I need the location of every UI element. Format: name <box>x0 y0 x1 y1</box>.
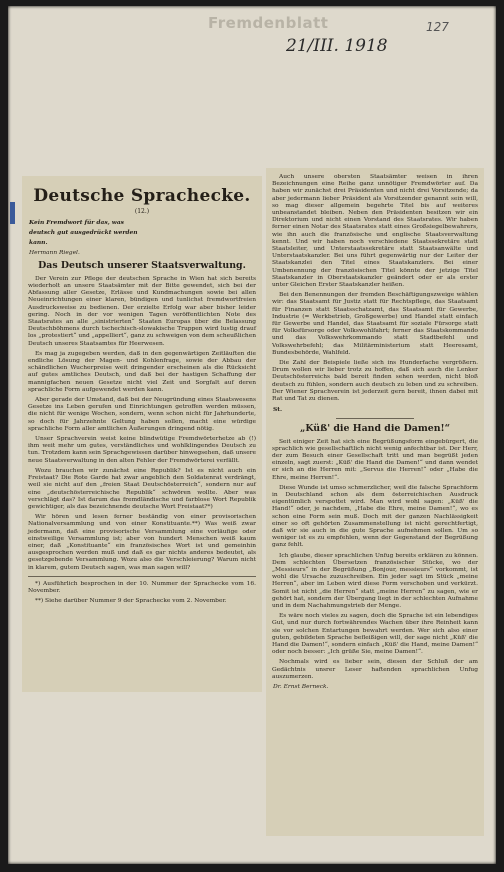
folio-number: 127 <box>426 20 449 34</box>
paragraph: Es mag ja zugegeben werden, daß in den gegenwärtigen Zeitläuften die endliche Lösung der Magen- und Kohlenfrage, sowie der Abbau der schändlichen Wucherpreise weit dringender erscheinen als die Rücksicht auf gutes amtliches Deutsch, und daß bei der hastigen Schaffung der mannigfachen neuen Gesetze nicht viel Zeit und Sorgfalt auf deren sprachliche Form aufgewendet werden kann. <box>28 350 256 393</box>
motto-line: deutsch gut ausgedrückt werden <box>29 229 138 237</box>
author-signature: Dr. Ernst Berneck. <box>273 684 329 690</box>
paragraph: Der Verein zur Pflege der deutschen Sprache in Wien hat sich bereits wiederholt an unsere Staatsämter mit der Bitte gewendet, sich bei der Abfassung aller Gesetze, Erlässe und Kundmachungen sowie bei allen Neueinrichtungen einer klaren, bündigen und tunlichst fremdwortfreien Ausdrucksweise zu bedienen. Der erzielte Erfolg war aber bisher leider gering. Noch in der vor wenigen Tagen veröffentlichten Note des Staatsrates an alle „sinistrierten“ Staaten Europas über die Belassung Deutschböhmens durch tschechisch-slowakische Truppen wird lustig drauf los „protestiert“ und „appelliert“, ganz zu schweigen von dem scheußlichen Deutsch unseres Staatsamtes für Heerwesen. <box>28 275 256 347</box>
paragraph: Ich glaube, dieser sprachlichen Unfug bereits erklären zu können. Dem schlechten Übersetzen französischer Stücke, wo der „Messieurs“ in der Begrüßung „Bonjour, messieurs“ vorkommt, ist wohl die Ursache zuzuschreiben. Ein jeder sagt im Stück „meine Herren“, aber im Leben wird diese Form verschoben und verkürzt. Somit ist nicht „die Herren“ statt „meine Herren“ zu sagen, wie er gehört hat, sondern der Übergang liegt in der schlechten Aufnahme und in dem Nachahmungstrieb der Menge. <box>272 552 478 609</box>
section-rule <box>336 418 414 419</box>
handwritten-date: 21/III. 1918 <box>286 36 388 56</box>
clipping-left <box>22 176 262 692</box>
publication-stamp: Fremdenblatt <box>208 14 329 32</box>
footnote: *) Ausführlich besprochen in der 10. Nummer der Sprachecke vom 16. November. <box>28 580 256 594</box>
article-subhead: Das Deutsch unserer Staatsverwaltung. <box>38 259 246 271</box>
paragraph: Wozu brauchen wir zunächst eine Republik? Ist es nicht auch ein Freistaat? Die Rote Garde hat zwar angeblich den Soldatenrat verdrängt, weil sie nicht auf den „freien Staat Deutschösterreich“, sondern nur auf eine „deutschösterreichische Republik“ schwören wollte. Aber was verschlägt das? Ist darum das fremdländische und farblose Wort Republik gewichtiger, als das bezeichnende deutsche Wort Freistaat?*) <box>28 467 256 510</box>
article-body <box>22 276 262 572</box>
article-subhead: „Küß' die Hand die Damen!“ <box>299 422 451 434</box>
paragraph: Aber gerade der Umstand, daß bei der Neugründung eines Staatswesens Gesetze ins Leben gerufen und Einrichtungen getroffen werden müssen, die nicht für wenige Wochen, sondern, wenn schon nicht für Jahrhunderte, so doch für Jahrzehnte Geltung haben sollen, macht eine würdige sprachliche Form aller amtlichen Äußerungen dringend nötig. <box>28 397 256 432</box>
paragraph: Die Zahl der Beispiele ließe sich ins Hunderfache vergrößern. Drum wollen wir lieber trotz zu hoffen, daß sich auch die Lenker Deutschösterreichs bald bereit finden sehen werden, nicht bloß deutsch zu fühlen, sondern auch deutsch zu leben und zu schreiben. Der Wiener Sprachverein ist jederzeit gern bereit, ihnen dabei mit Rat und Tat zu dienen. <box>272 360 478 403</box>
paragraph: Unser Sprachverein weist keine blindwütige Fremdwörterhetze ab (!) ihm weit mehr um gutes, verständliches und wohlklingendes Deutsch zu tun. Trotzdem kann sein Sprachgewissen darüber hinwegsehen, daß unsere neue Staatsverwaltung in den alten Fehler der Fremdwörterei verfällt. <box>28 436 256 464</box>
footnote: **) Siehe darüber Nummer 9 der Sprachecke vom 2. November. <box>35 598 227 605</box>
clipping-headline: Deutsche Sprachecke. <box>33 186 251 206</box>
footnote-rule <box>28 576 256 577</box>
paragraph: Diese Wunde ist umso schmerzlicher, weil die falsche Sprachform in Deutschland schon als dem österreichischen Ausdruck eigentümlich verspottet wird. Man wird wohl sagen: „Küß' die Hand!“ oder, je nachdem, „Habe die Ehre, meine Damen!“, wo es schon eine Form sein muß. Doch mit der ganzen Nachlässigkeit einer so oft gehörten Zusammenstellung ist nicht gerechtfertigt, daß wir sie auch in die gute Sprache aufnehmen sollen. Um so weniger ist es zu empfehlen, wenn der Gegenstand der Begrüßung ganz fehlt. <box>272 484 478 549</box>
edge-tab-mark <box>10 202 15 224</box>
paragraph: Auch unsere obersten Staatsämter weisen in ihren Bezeichnungen eine Reihe ganz unnötiger Fremdwörter auf. Da haben wir zunächst drei Präsidenten und nicht drei Vorsitzende; da aber jedermann lieber Präsident als Vorsitzender genannt sein will, so mag dieser allgemein begehrte Titel bis auf weiteres unbeanstandet bleiben. Neben den Präsidenten besitzen wir ein Direktorium und nicht einen Vorstand des Staatsrates. Wir haben ferner einen Notar des Staatsrates statt eines Großsiegelbewahrers, wie ihn auch die französische und englische Staatsverwaltung kennt. Und wir haben noch verschiedene Staatssekretäre statt Staatsleiter, und Unterstaatssekretäre statt Staatsanwälte und Unterstaatskanzler. Bei uns führt gegenwärtig nur der Leiter der Staatskanzlei den Titel eines Staatskanzlers. Bei einer Umbenennung der französischen Titel könnte der jetzige Titel Staatskanzler in Oberstaatskanzler geändert oder er als erster unter Gleichen Erster Staatskanzler heißen. <box>272 174 478 289</box>
archive-sheet <box>8 6 496 864</box>
motto-line: kann. <box>29 239 48 247</box>
article-body <box>266 439 484 682</box>
article-continuation <box>266 168 484 403</box>
serial-number: (12.) <box>134 208 150 215</box>
paragraph: Seit einiger Zeit hat sich eine Begrüßungsform eingebürgert, die sprachlich wie gesellschaftlich nicht wenig anfechtbar ist. Der Herr, der zum Besuch einer Gesellschaft tritt und man begrüßt jeden einzeln, sagt zuerst: „Küß' die Hand die Damen!“ und dann wendet er sich an die Herren mit: „Servus die Herren!“ oder „Habe die Ehre, meine Herren!“. <box>272 438 478 481</box>
paragraph: Wir hören und lesen ferner beständig von einer provisorischen Nationalversammlung und von einer Konstituante.**) Was weiß zwar jedermann, daß eine provisorische Versammlung eine vorläufige oder einstweilige Versammlung ist; aber von hundert Menschen weiß kaum einer, daß „Konstituante“ ein französisches Wort ist und gemeinhin ausgesprochen werden muß und daß es gar nichts anderes bedeutet, als gesetzgebende Versammlung. Wozu also die Verschleierung? Warum nicht in klarem, gutem Deutsch sagen, was man sagen will? <box>28 514 256 571</box>
author-mark: St. <box>273 406 283 414</box>
clipping-right <box>266 168 484 836</box>
paragraph: Bei den Benennungen der fremden Beschäftigungszweige wählen wir: das Staatsamt für Justiz statt für Rechtspflege, das Staatsamt für Finanzen statt Staatsschatzamt, das Staatsamt für Gewerbe, Industrie (= Werkbetrieb, Großgewerbe) und Handel statt einfach für Gewerbe und Handel, das Staatsamt für soziale Fürsorge statt für Volksfürsorge oder Volkswohlfahrt; ferner das Staatskommando und das Volkswehrkommando statt Stadtbefehl und Volkswehrbefehl; das Militärministerium statt Heeresamt, Bundesbehörde, Wahlfeld. <box>272 292 478 356</box>
paragraph: Nochmals wird es lieber sein, diesen der Schluß der am Gedächtnis unsrer Leser haftenden sprachlichen Unfug auszumerzen. <box>272 659 478 680</box>
paragraph: Es wäre noch vieles zu sagen, doch die Sprache ist ein lebendiges Gut, und nur durch fortwährendes Wachen über ihre Reinheit kann sie vor solchen Entartungen bewahrt werden. Wer sich also einer guten, gebildeten Sprache befleißigen will, der sage nicht „Küß' die Hand die Damen!“, sondern einfach „Küß' die Hand, meine Damen!“ oder noch besser: „Ich grüße Sie, meine Damen!“. <box>272 613 478 656</box>
motto-author: Hermann Riegel. <box>29 249 80 256</box>
motto-line: Kein Fremdwort für das, was <box>29 219 124 226</box>
